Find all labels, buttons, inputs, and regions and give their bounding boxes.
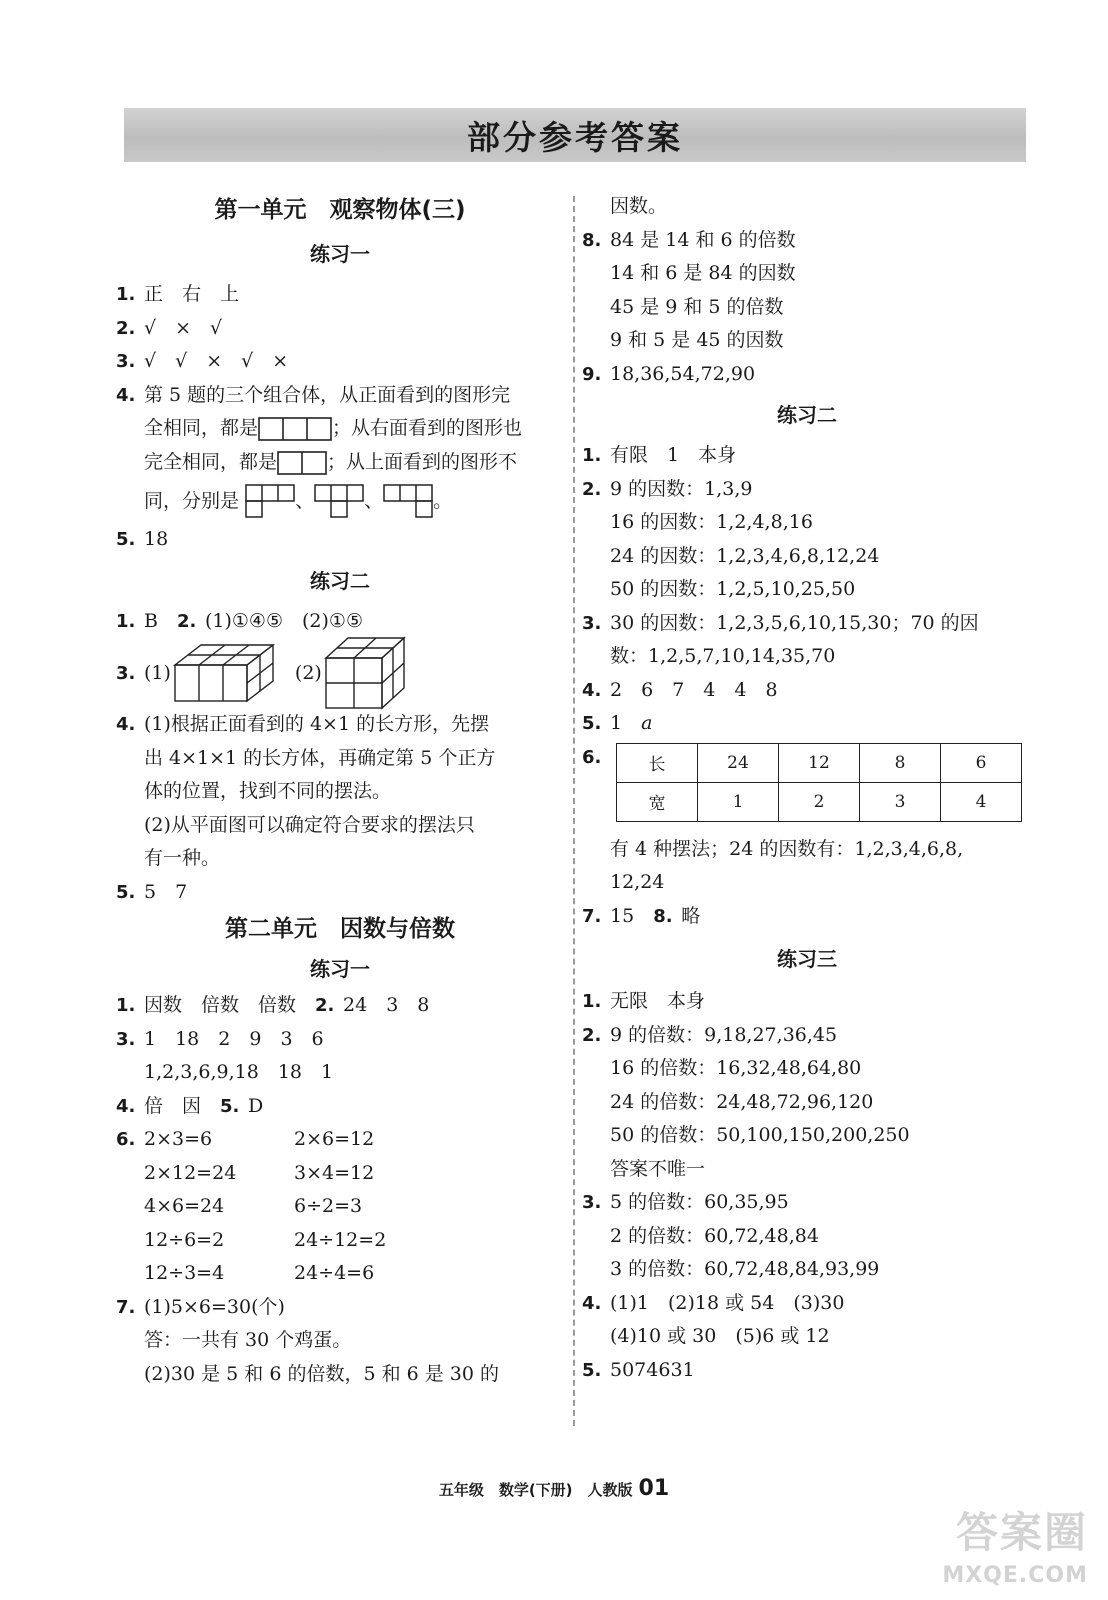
answer-line: 16 的倍数：16,32,48,64,80 [610, 1057, 862, 1079]
table-cell: 长 [617, 743, 698, 782]
answer-line: 7. (1)5×6=30(个) [116, 1295, 285, 1318]
unit-2-title: 第二单元 因数与倍数 [225, 916, 455, 942]
u2-exercise-1-title: 练习一 [310, 957, 370, 981]
answer-line: 答：一共有 30 个鸡蛋。 [144, 1329, 352, 1351]
answer-line: 24 的因数：1,2,3,4,6,8,12,24 [610, 544, 880, 567]
answer-line: 因数。 [610, 195, 668, 217]
equation-row: 4×6=24 6÷2=3 [144, 1195, 363, 1217]
watermark-line-1: 答案圈 [955, 1508, 1088, 1557]
answer-line: 体的位置，找到不同的摆法。 [144, 780, 392, 802]
left-column [116, 190, 564, 1391]
unit-1-title: 第一单元 观察物体(三) [214, 197, 466, 223]
answer-line: 答案不唯一 [610, 1157, 706, 1180]
answer-line: 同，分别是 、 、 。 [116, 479, 564, 523]
footer-book-info: 五年级 数学(下册) 人教版 [438, 1481, 633, 1499]
answer-line: 50 的倍数：50,100,150,200,250 [610, 1124, 910, 1146]
answer-line: 12,24 [610, 871, 665, 893]
three-square-view-figure [258, 417, 332, 441]
page-footer [0, 1476, 1108, 1501]
answer-line: 5. 5074631 [582, 1358, 695, 1381]
answer-line: 4. 倍 因 5. D [116, 1094, 264, 1117]
table-cell: 24 [698, 743, 779, 782]
answer-line: 16 的因数：1,2,4,8,16 [610, 511, 813, 533]
answer-line: 1. 正 右 上 [116, 283, 240, 305]
equation-row: 12÷6=2 24÷12=2 [144, 1228, 387, 1251]
equation-row: 12÷3=4 24÷4=6 [144, 1262, 375, 1284]
answer-line: 2. 9 的倍数：9,18,27,36,45 [582, 1023, 838, 1046]
answer-line: 9. 18,36,54,72,90 [582, 362, 756, 385]
answer-line: 4. (1)1 (2)18 或 54 (3)30 [582, 1291, 845, 1314]
table-cell: 1 [698, 782, 779, 821]
answer-line: 有 4 种摆法；24 的因数有：1,2,3,4,6,8, [610, 837, 964, 860]
answer-line: 45 是 9 和 5 的倍数 [610, 295, 784, 318]
answer-line: 5. 18 [116, 528, 169, 550]
watermark-line-2: MXQE.COM [942, 1563, 1088, 1588]
cuboid-figure-2 [324, 636, 408, 710]
answer-line: 4. 2 6 7 4 4 8 [582, 678, 778, 701]
answer-line: 1. 有限 1 本身 [582, 444, 737, 466]
answer-line: (2)从平面图可以确定符合要求的摆法只 [144, 813, 475, 836]
two-square-view-figure [277, 451, 327, 475]
table-cell: 12 [779, 743, 860, 782]
answer-line: 8. 84 是 14 和 6 的倍数 [582, 228, 796, 251]
top-view-figure-3 [383, 484, 433, 520]
table-cell: 8 [860, 743, 941, 782]
banner-title: 部分参考答案 [467, 117, 683, 157]
top-view-figure-2 [314, 484, 364, 520]
u1-exercise-2-title: 练习二 [310, 568, 370, 593]
table-cell: 3 [860, 782, 941, 821]
answer-line: 有一种。 [144, 847, 221, 869]
page-number: 01 [638, 1476, 670, 1501]
answer-banner [124, 108, 1026, 162]
top-view-figure-1 [245, 484, 295, 520]
answer-line: 2. √ × √ [116, 316, 223, 339]
answer-figure-row: 3. (1) (2) [116, 638, 564, 708]
answer-line: 3. 1 18 2 9 3 6 [116, 1027, 324, 1050]
equation-row: 2×12=24 3×4=12 [144, 1161, 375, 1184]
answer-line: 50 的因数：1,2,5,10,25,50 [610, 578, 856, 600]
answer-line: 5. 5 7 [116, 880, 188, 903]
answer-line: 7. 15 8. 略 [582, 904, 701, 927]
answer-line: 1,2,3,6,9,18 18 1 [144, 1061, 334, 1083]
watermark-logo [942, 1500, 1094, 1588]
answer-line: 3 的倍数：60,72,48,84,93,99 [610, 1258, 880, 1280]
answer-line: 14 和 6 是 84 的因数 [610, 262, 796, 284]
answer-line: 3. 30 的因数：1,2,3,5,6,10,15,30；70 的因 [582, 611, 979, 634]
answer-line: 1. B 2. (1)①④⑤ (2)①⑤ [116, 609, 363, 632]
answer-line: 数：1,2,5,7,10,14,35,70 [610, 645, 836, 667]
answer-line: 5. 1 a [582, 712, 653, 734]
answer-line: (2)30 是 5 和 6 的倍数，5 和 6 是 30 的 [144, 1362, 500, 1385]
answer-line: 2 的倍数：60,72,48,84 [610, 1224, 819, 1247]
table-cell: 宽 [617, 782, 698, 821]
answer-line: 1. 因数 倍数 倍数 2. 24 3 8 [116, 994, 430, 1016]
answer-line: 出 4×1×1 的长方体，再确定第 5 个正方 [144, 746, 496, 769]
equation-row: 6. 2×3=6 2×6=12 [116, 1128, 375, 1150]
length-width-table [616, 743, 1022, 822]
answer-line: 3. 5 的倍数：60,35,95 [582, 1191, 789, 1213]
answer-line: 9 和 5 是 45 的因数 [610, 329, 784, 351]
column-divider [573, 196, 575, 1426]
answer-line: (4)10 或 30 (5)6 或 12 [610, 1325, 830, 1347]
answer-line: 2. 9 的因数：1,3,9 [582, 477, 753, 500]
table-cell: 2 [779, 782, 860, 821]
answer-line: 1. 无限 本身 [582, 990, 706, 1012]
answer-line: 全相同，都是 ；从右面看到的图形也 [144, 417, 523, 439]
answer-line: 4. 第 5 题的三个组合体，从正面看到的图形完 [116, 383, 511, 406]
u2-exercise-3-title: 练习三 [777, 947, 837, 971]
answer-line: 24 的倍数：24,48,72,96,120 [610, 1090, 874, 1113]
answer-line: 3. √ √ × √ × [116, 350, 289, 372]
u1-exercise-1-title: 练习一 [310, 242, 370, 266]
table-cell: 6 [941, 743, 1022, 782]
answer-line: 完全相同，都是 ；从上面看到的图形不 [144, 450, 518, 473]
right-column [582, 190, 1032, 1387]
answer-table-row: 6. 长 24 12 8 6 宽 1 2 3 4 [582, 741, 1032, 833]
u2-exercise-2-title: 练习二 [777, 403, 837, 427]
answer-line: 4. (1)根据正面看到的 4×1 的长方形，先摆 [116, 713, 490, 735]
table-cell: 4 [941, 782, 1022, 821]
cuboid-figure-1 [173, 641, 277, 705]
